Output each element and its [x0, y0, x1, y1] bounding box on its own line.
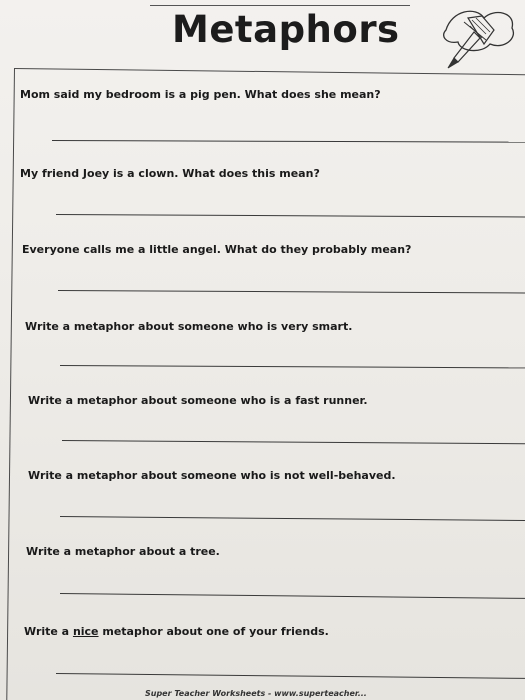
footer: Super Teacher Worksheets - www.superteacher...	[145, 689, 367, 698]
question-7: Write a metaphor about a tree.	[26, 545, 220, 558]
question-5: Write a metaphor about someone who is a fast runner.	[28, 394, 368, 407]
footer-site: www.superteacher...	[274, 689, 367, 698]
question-8: Write a nice metaphor about one of your friends.	[24, 625, 329, 638]
question-1: Mom said my bedroom is a pig pen. What does she mean?	[20, 88, 381, 101]
footer-brand: Super Teacher Worksheets	[145, 689, 266, 698]
underlined-word: nice	[72, 625, 99, 638]
top-rule	[150, 5, 410, 6]
question-3: Everyone calls me a little angel. What do they probably mean?	[22, 243, 412, 256]
worksheet-title: Metaphors	[172, 8, 400, 51]
question-6: Write a metaphor about someone who is not well-behaved.	[28, 469, 396, 482]
question-2: My friend Joey is a clown. What does this mean?	[20, 167, 320, 180]
question-4: Write a metaphor about someone who is very smart.	[25, 320, 353, 333]
pencil-icon	[424, 0, 524, 72]
answer-frame	[6, 68, 525, 700]
